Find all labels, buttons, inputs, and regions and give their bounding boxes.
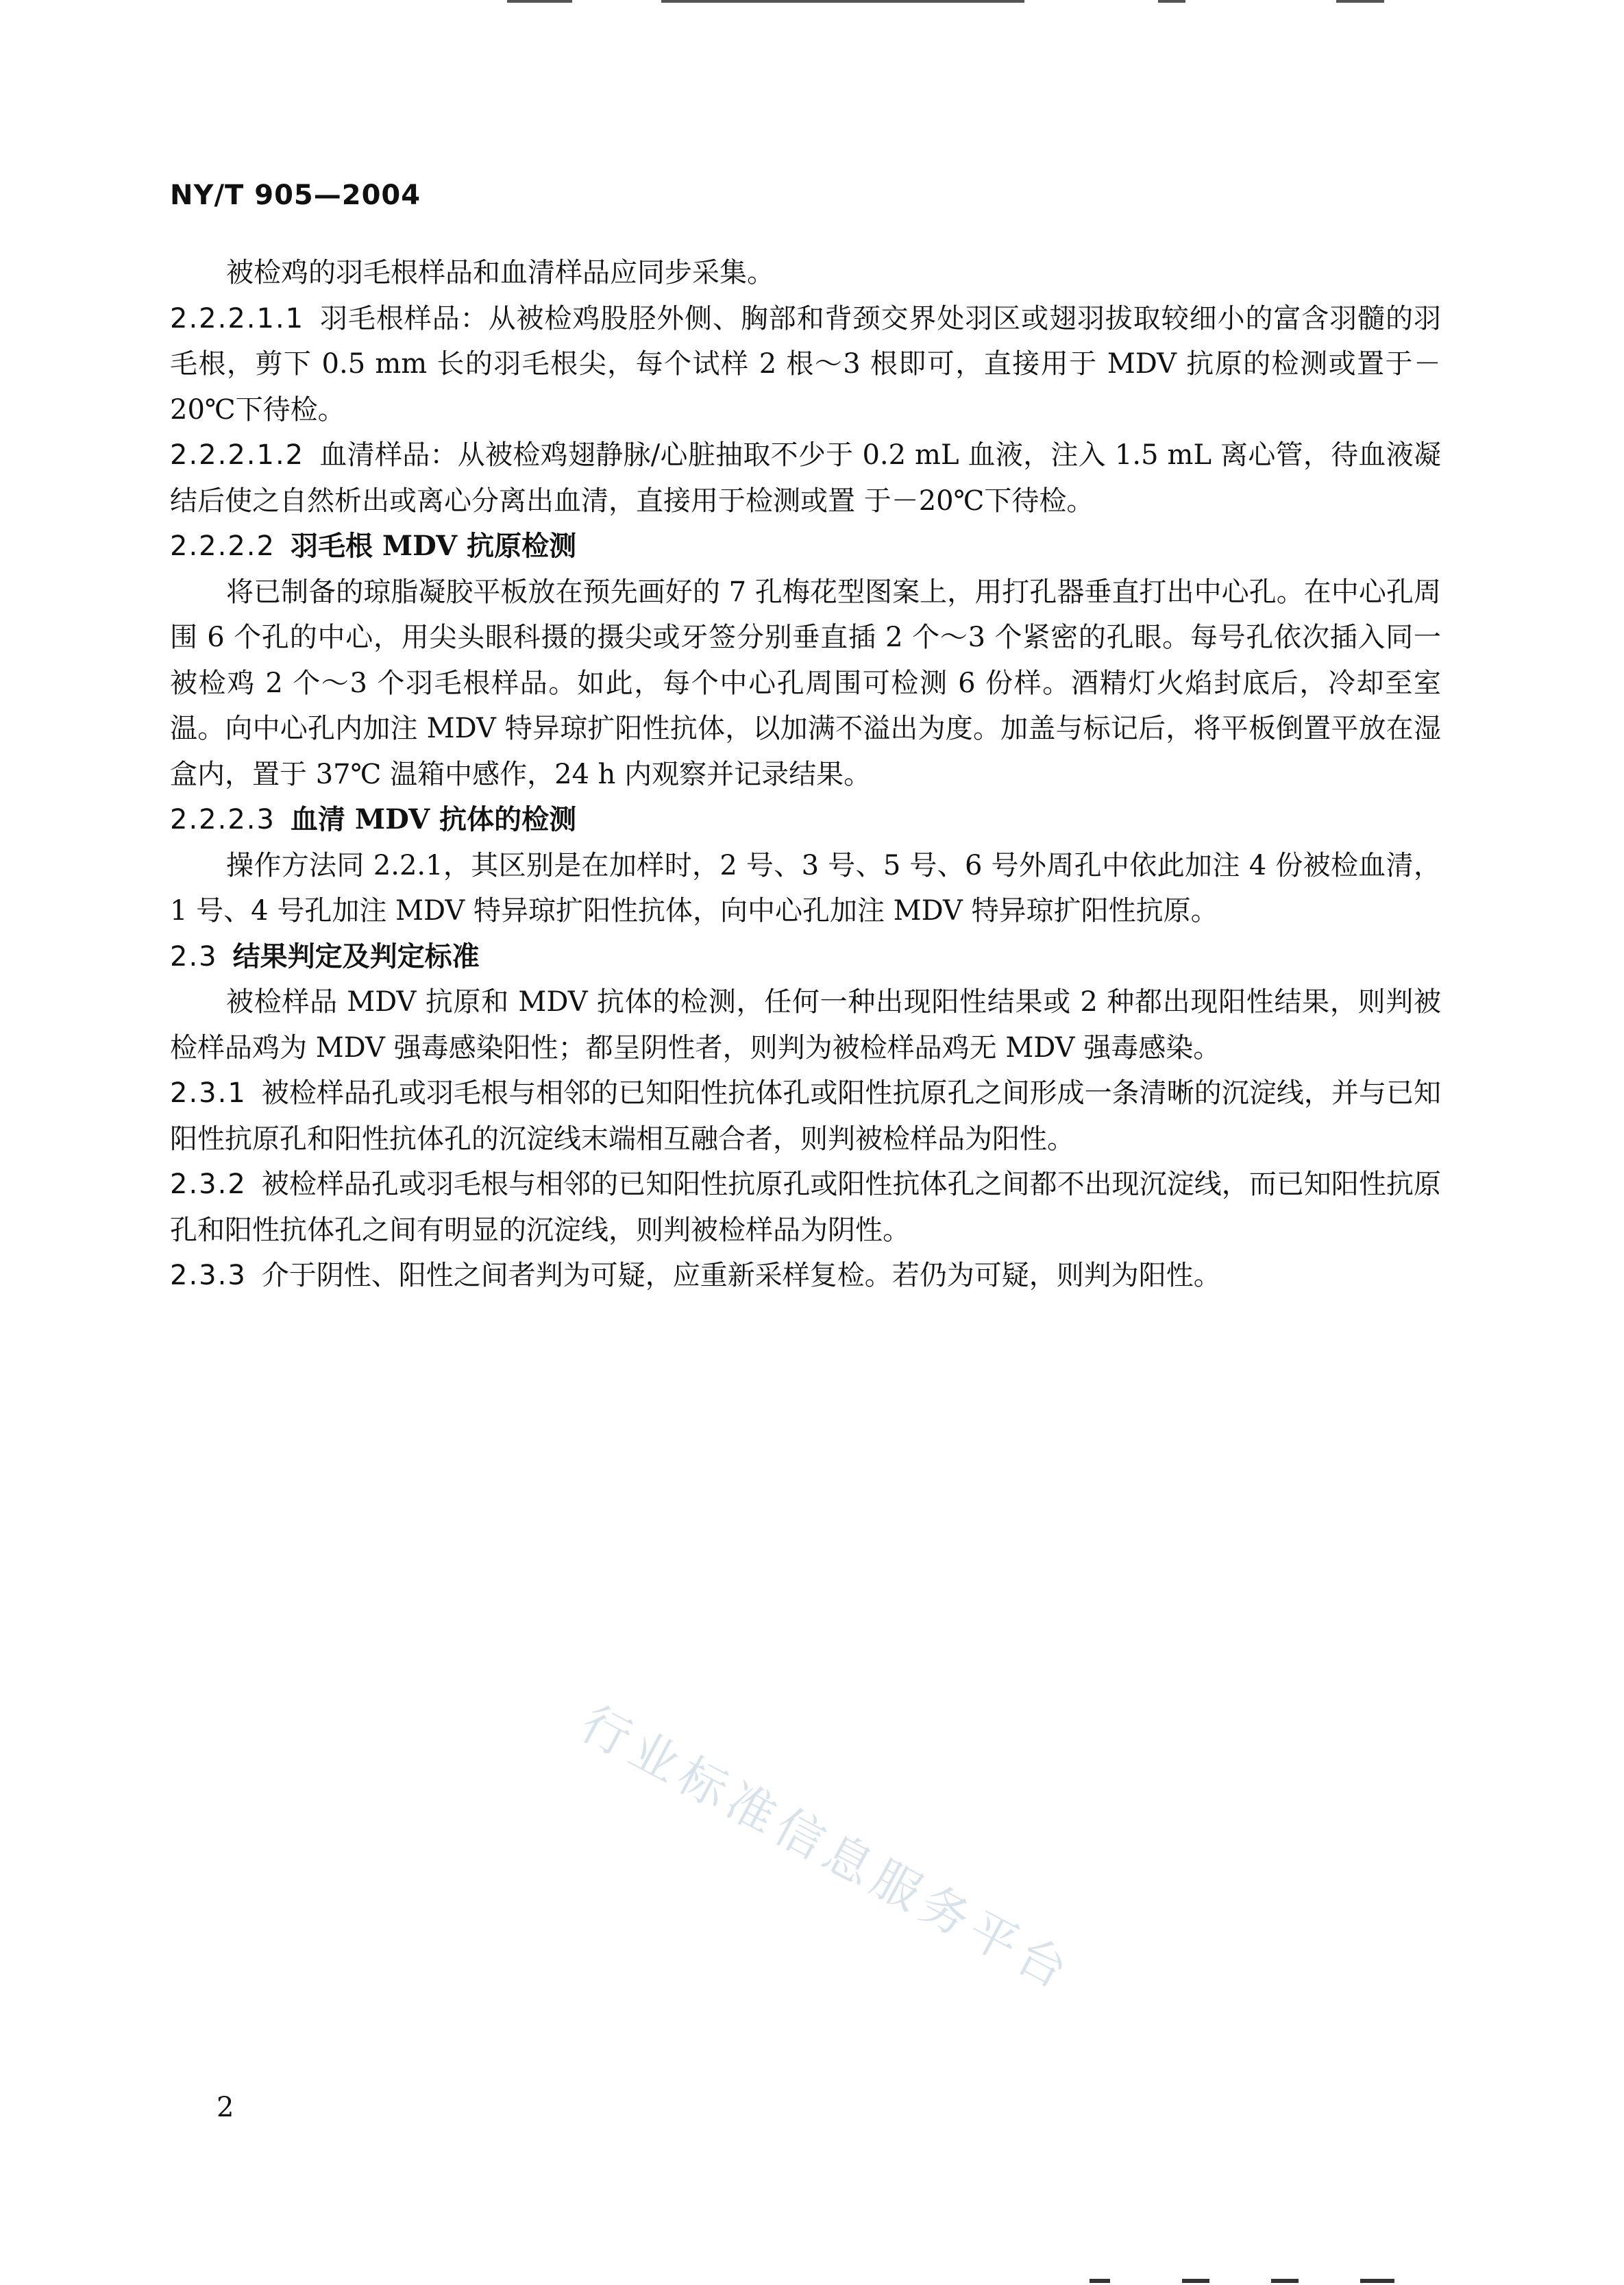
heading-title: 血清 MDV 抗体的检测	[290, 803, 577, 835]
bottom-rule-2	[1182, 2279, 1209, 2283]
numbered-clause	[170, 296, 1441, 433]
page-number: 2	[217, 2092, 234, 2123]
paragraph-text: 被检样品孔或羽毛根与相邻的已知阳性抗体孔或阳性抗原孔之间形成一条清晰的沉淀线，并与已知阳性抗原孔和阳性抗体孔的沉淀线末端相互融合者，则判被检样品为阳性。	[170, 1077, 1441, 1155]
numbered-clause	[170, 432, 1441, 524]
paragraph-text: 操作方法同 2.2.1，其区别是在加样时，2 号、3 号、5 号、6 号外周孔中依此加注 4 份被检血清，1 号、4 号孔加注 MDV 特异琼扩阳性抗体，向中心孔加注 MDV 特异琼扩阳性抗原。	[170, 849, 1441, 927]
paragraph-text: 将已制备的琼脂凝胶平板放在预先画好的 7 孔梅花型图案上，用打孔器垂直打出中心孔。在中心孔周围 6 个孔的中心，用尖头眼科摄的摄尖或牙签分别垂直插 2 个～3 个紧密的孔眼。每号孔依次插入同一被检鸡 2 个～3 个羽毛根样品。如此，每个中心孔周围可检测 6 份样。酒精灯火焰封底后，冷却至室温。向中心孔内加注 MDV 特异琼扩阳性抗体，以加满不溢出为度。加盖与标记后，将平板倒置平放在湿盒内，置于 37℃ 温箱中感作，24 h 内观察并记录结果。	[170, 576, 1441, 790]
section-heading	[170, 524, 1441, 570]
top-rule-left	[507, 0, 572, 3]
section-heading	[170, 797, 1441, 843]
numbered-clause	[170, 1071, 1441, 1162]
watermark: 行业标准信息服务平台	[571, 1695, 1083, 2003]
bottom-rule-1	[1090, 2279, 1110, 2283]
top-rule-right-1	[1158, 0, 1185, 3]
body-paragraph	[170, 570, 1441, 798]
top-rule-center	[661, 0, 1024, 3]
clause-number: 2.3.3	[170, 1260, 247, 1291]
clause-number: 2.2.2.2	[170, 530, 275, 562]
heading-title: 结果判定及判定标准	[232, 940, 480, 973]
paragraph-text: 被检鸡的羽毛根样品和血清样品应同步采集。	[226, 257, 774, 289]
paragraph-text: 被检样品孔或羽毛根与相邻的已知阳性抗原孔或阳性抗体孔之间都不出现沉淀线，而已知阳性抗原孔和阳性抗体孔之间有明显的沉淀线，则判被检样品为阴性。	[170, 1169, 1441, 1246]
standard-code: NY/T 905—2004	[170, 180, 421, 211]
paragraph-text: 被检样品 MDV 抗原和 MDV 抗体的检测，任何一种出现阳性结果或 2 种都出现阳性结果，则判被检样品鸡为 MDV 强毒感染阳性；都呈阴性者，则判为被检样品鸡无 MDV 强毒感染。	[170, 986, 1441, 1064]
paragraph-text: 介于阴性、阳性之间者判为可疑，应重新采样复检。若仍为可疑，则判为阳性。	[261, 1260, 1221, 1291]
bottom-rule-3	[1271, 2279, 1299, 2283]
numbered-clause	[170, 1253, 1441, 1299]
clause-number: 2.2.2.3	[170, 804, 275, 835]
bottom-rule-4	[1360, 2279, 1394, 2283]
body-paragraph	[170, 979, 1441, 1071]
section-heading	[170, 934, 1441, 980]
clause-number: 2.3.2	[170, 1169, 247, 1200]
paragraph-text: 血清样品：从被检鸡翅静脉/心脏抽取不少于 0.2 mL 血液，注入 1.5 mL 离心管，待血液凝结后使之自然析出或离心分离出血清，直接用于检测或置 于－20℃下待检。	[170, 439, 1441, 517]
top-rule-right-2	[1336, 0, 1384, 3]
paragraph-text: 羽毛根样品：从被检鸡股胫外侧、胸部和背颈交界处羽区或翅羽拔取较细小的富含羽髓的羽毛根，剪下 0.5 mm 长的羽毛根尖，每个试样 2 根～3 根即可，直接用于 MDV 抗原的检测或置于－20℃下待检。	[170, 302, 1441, 426]
body-paragraph	[170, 250, 1441, 296]
heading-title: 羽毛根 MDV 抗原检测	[290, 530, 577, 562]
clause-number: 2.2.2.1.1	[170, 302, 305, 334]
body-paragraph	[170, 843, 1441, 934]
document-body	[170, 250, 1441, 1299]
clause-number: 2.3	[170, 940, 218, 973]
clause-number: 2.3.1	[170, 1077, 247, 1109]
clause-number: 2.2.2.1.2	[170, 439, 305, 471]
numbered-clause	[170, 1162, 1441, 1253]
